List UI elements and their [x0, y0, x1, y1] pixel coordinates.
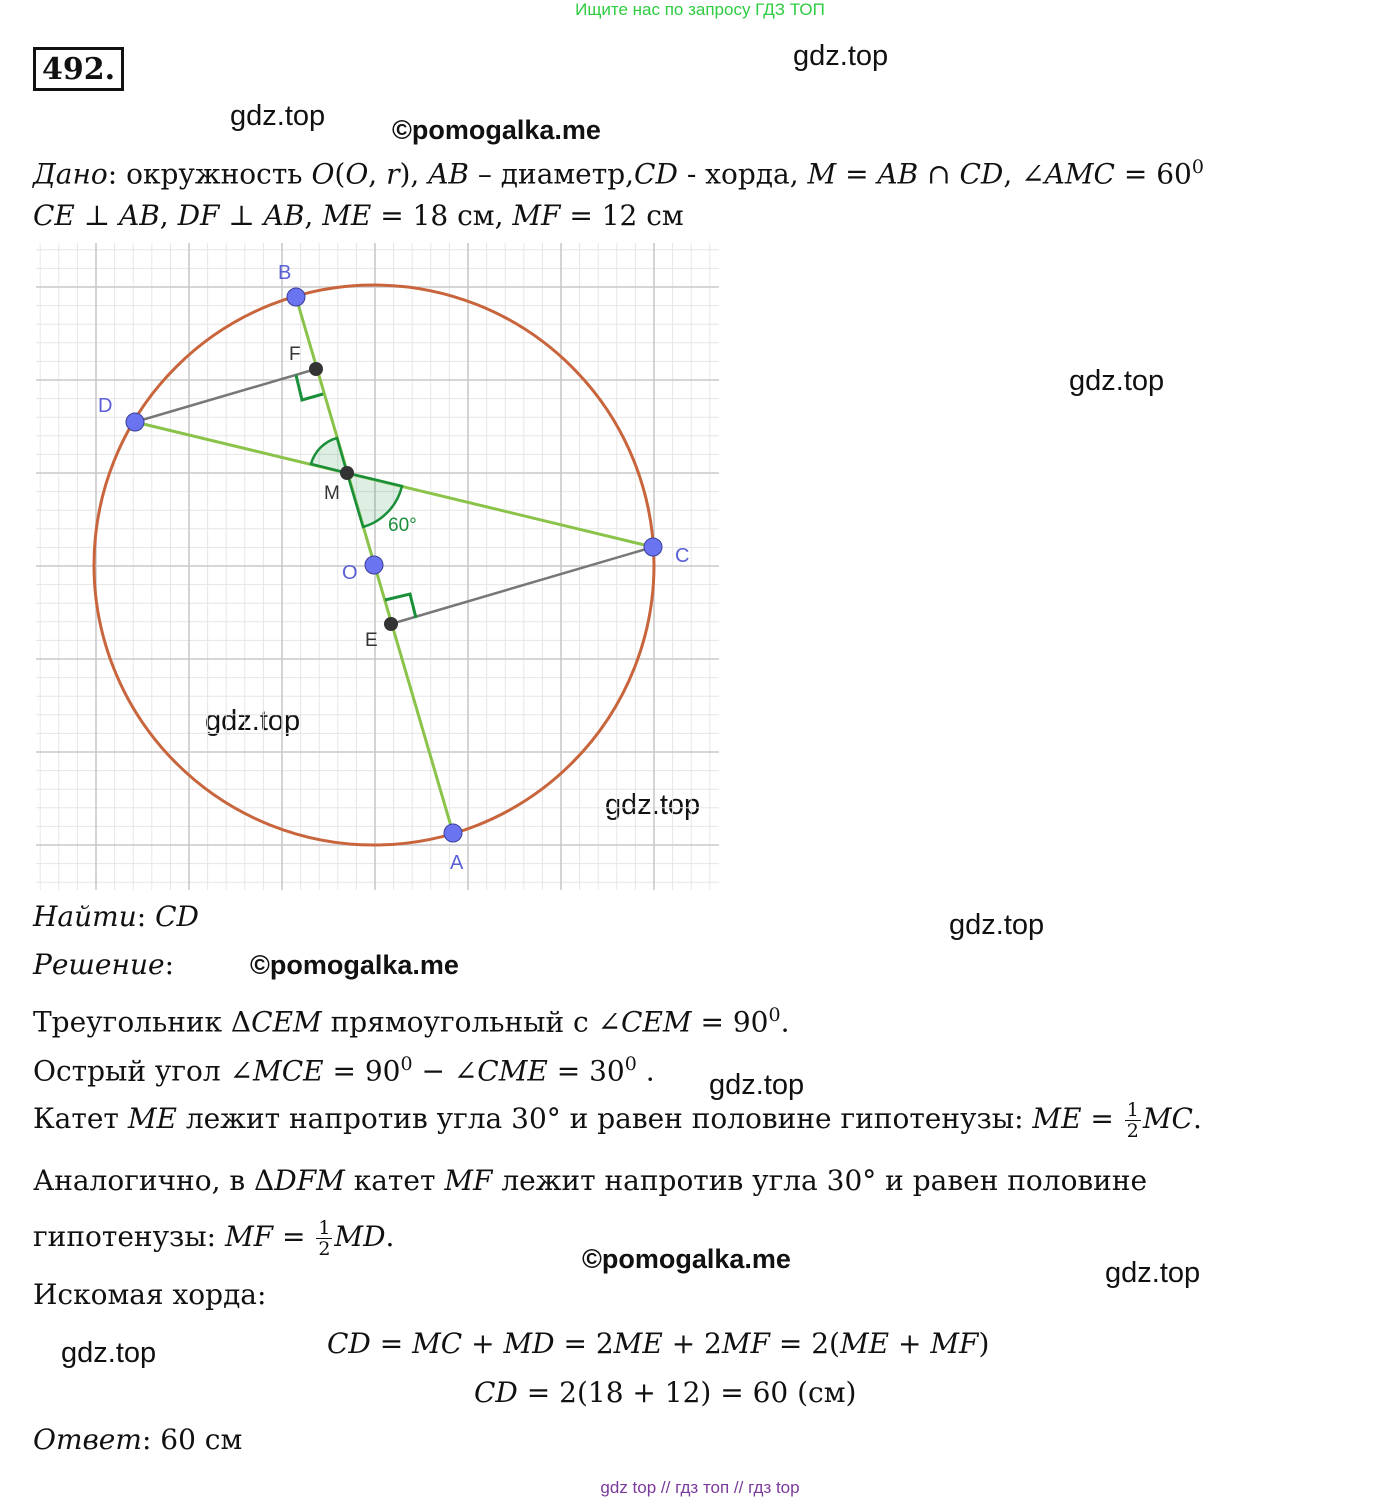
point-c [644, 538, 662, 556]
angle-vertical-mark [311, 438, 347, 473]
point-m [340, 466, 354, 480]
segment-df [135, 369, 316, 422]
point-f [309, 362, 323, 376]
footer: gdz top // гдз топ // гдз top [600, 1478, 800, 1497]
point-e [384, 617, 398, 631]
given-degree-sup: 0 [1191, 156, 1204, 178]
frac-den: 2 [318, 1238, 331, 1260]
solution-text-2b: − ∠𝐶𝑀𝐸 = 30 [412, 1054, 625, 1088]
label-f: F [289, 344, 301, 365]
watermark-gdz: gdz.top [793, 40, 889, 72]
given-line-2: 𝐶𝐸 ⊥ 𝐴𝐵, 𝐷𝐹 ⊥ 𝐴𝐵, 𝑀𝐸 = 18 см, 𝑀𝐹 = 12 см [33, 199, 684, 232]
label-b: B [278, 262, 292, 284]
solution-line-2 [33, 1047, 655, 1088]
sup-2a: 0 [400, 1053, 413, 1075]
frac-num: 1 [1126, 1099, 1139, 1121]
watermark-copyright: ©pomogalka.me [392, 115, 601, 145]
point-d [126, 413, 144, 431]
answer-label: Ответ [33, 1423, 142, 1456]
find-label: Найти [33, 900, 137, 933]
equation-1: 𝐶𝐷 = 𝑀𝐶 + 𝑀𝐷 = 2𝑀𝐸 + 2𝑀𝐹 = 2(𝑀𝐸 + 𝑀𝐹) [327, 1327, 990, 1360]
watermark-gdz: gdz.top [1105, 1257, 1201, 1289]
solution-text-5a: гипотенузы: 𝑀𝐹 = [33, 1220, 306, 1253]
label-a: A [450, 852, 464, 874]
top-banner: Ищите нас по запросу ГДЗ ТОП [575, 0, 825, 19]
answer-line [33, 1423, 242, 1457]
label-c: C [675, 545, 690, 567]
given-line-1 [33, 150, 1204, 191]
frac-num: 1 [318, 1217, 331, 1239]
solution-text-3a: Катет 𝑀𝐸 лежит напротив угла 30° и равен половине гипотенузы: 𝑀𝐸 = [33, 1102, 1114, 1135]
given-label: Дано [33, 157, 108, 191]
fraction-half [1125, 1100, 1141, 1141]
watermark-gdz: gdz.top [61, 1337, 157, 1369]
geometry-figure [34, 243, 722, 893]
solution-text-2a: Острый угол ∠𝑀𝐶𝐸 = 90 [33, 1054, 401, 1088]
point-a [444, 824, 462, 842]
solution-label: Решение [33, 948, 165, 981]
label-d: D [98, 395, 113, 417]
problem-number: 492. [33, 47, 124, 91]
watermark-gdz: gdz.top [1069, 365, 1165, 397]
solution-line-3 [33, 1100, 1202, 1141]
solution-end-2: . [636, 1054, 655, 1088]
solution-colon: : [164, 948, 174, 981]
find-line [33, 900, 199, 934]
watermark-copyright: ©pomogalka.me [250, 950, 459, 980]
watermark-gdz: gdz.top [949, 909, 1045, 941]
solution-text-3b: 𝑀𝐶. [1142, 1102, 1202, 1135]
angle-label: 60° [388, 515, 417, 536]
answer-value: : 60 см [141, 1423, 243, 1456]
solution-line-1 [33, 998, 789, 1039]
solution-text-5b: 𝑀𝐷. [334, 1220, 395, 1253]
solution-line-5 [33, 1218, 394, 1259]
point-b [287, 288, 305, 306]
watermark-copyright: ©pomogalka.me [582, 1244, 791, 1274]
fraction-half [316, 1218, 332, 1259]
point-o [365, 556, 383, 574]
solution-text-1: Треугольник Δ𝐶𝐸𝑀 прямоугольный с ∠𝐶𝐸𝑀 = 90 [33, 1005, 769, 1039]
label-e: E [365, 630, 378, 651]
label-m: M [324, 483, 340, 504]
sup-2b: 0 [624, 1053, 637, 1075]
watermark-gdz: gdz.top [205, 705, 301, 737]
solution-end-1: . [780, 1005, 790, 1039]
find-value: : 𝐶𝐷 [136, 900, 199, 933]
watermark-gdz: gdz.top [230, 100, 326, 132]
solution-line-4: Аналогично, в Δ𝐷𝐹𝑀 катет 𝑀𝐹 лежит напротив угла 30° и равен половине [33, 1164, 1148, 1197]
watermark-gdz: gdz.top [605, 789, 701, 821]
sup-1: 0 [768, 1004, 781, 1026]
equation-2: 𝐶𝐷 = 2(18 + 12) = 60 (см) [474, 1376, 857, 1409]
watermark-gdz: gdz.top [709, 1069, 805, 1101]
frac-den: 2 [1126, 1120, 1139, 1142]
given-text-1: : окружность 𝑂(𝑂, 𝑟), 𝐴𝐵 – диаметр,𝐶𝐷 - хорда, 𝑀 = 𝐴𝐵 ∩ 𝐶𝐷, ∠𝐴𝑀𝐶 = 60 [107, 157, 1192, 191]
label-o: O [342, 562, 358, 584]
solution-line-6: Искомая хорда: [33, 1278, 267, 1311]
solution-heading [33, 948, 174, 982]
